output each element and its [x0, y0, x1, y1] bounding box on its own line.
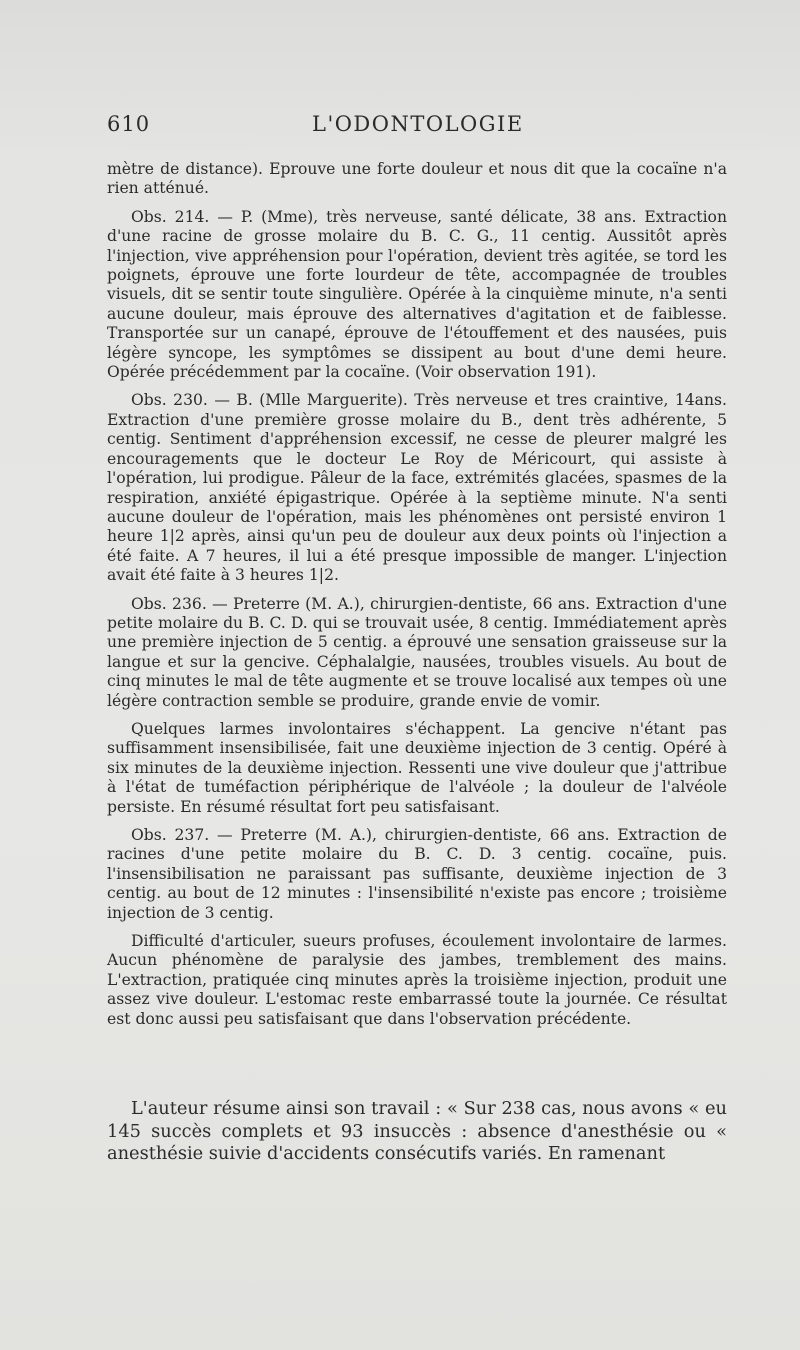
- paragraph-obs-237-cont: Difficulté d'articuler, sueurs profuses, écoulement involontaire de larmes. Aucun phénomène de paralysie des jambes, tremblement des mains. L'extraction, pratiquée cinq minutes après la troisième injection, produit une assez vive douleur. L'estomac reste embarrassé toute la journée. Ce résultat est donc aussi peu satisfaisant que dans l'observation précédente.: [107, 932, 727, 1028]
- paragraph-obs-236-cont: Quelques larmes involontaires s'échappent. La gencive n'étant pas suffisamment insensibilisée, fait une deuxième injection de 3 centig. Opéré à six minutes de la deuxième injection. Ressenti une vive douleur que j'attribue à l'état de tuméfaction périphérique de l'alvéole ; la douleur de l'alvéole persiste. En résumé résultat fort peu satisfaisant.: [107, 719, 727, 816]
- paragraph-obs-236: Obs. 236. — Preterre (M. A.), chirurgien-dentiste, 66 ans. Extraction d'une petite molaire du B. C. D. qui se trouvait usée, 8 centig. Immédiatement après une première injection de 5 centig. a éprouvé une sensation graisseuse sur la langue et sur la gencive. Céphalalgie, nausées, troubles visuels. Au bout de cinq minutes le mal de tête augmente et se trouve localisé aux tempes où une légère contraction semble se produire, grande envie de vomir.: [107, 594, 727, 710]
- paragraph-continuation: mètre de distance). Eprouve une forte douleur et nous dit que la cocaïne n'a rien atténué.: [107, 160, 727, 198]
- page-header: [107, 112, 727, 142]
- paragraph-obs-237: Obs. 237. — Preterre (M. A.), chirurgien-dentiste, 66 ans. Extraction de racines d'une petite molaire du B. C. D. 3 centig. cocaïne, puis. l'insensibilisation ne paraissant pas suffisante, deuxième injection de 3 centig. au bout de 12 minutes : l'insensibilité n'existe pas encore ; troisième injection de 3 centig.: [107, 826, 727, 922]
- observations-body: [107, 160, 727, 1038]
- paragraph-obs-214: Obs. 214. — P. (Mme), très nerveuse, santé délicate, 38 ans. Extraction d'une racine de grosse molaire du B. C. G., 11 centig. Aussitôt après l'injection, vive appréhension pour l'opération, devient très agitée, se tord les poignets, éprouve une forte lourdeur de tête, accompagnée de troubles visuels, dit se sentir toute singulière. Opérée à la cinquième minute, n'a senti aucune douleur, mais éprouve des alternatives d'agitation et de faiblesse. Transportée sur un canapé, éprouve de l'étouffement et des nausées, puis légère syncope, les symptômes se dissipent au bout d'une demi heure. Opérée précédemment par la cocaïne. (Voir observation 191).: [107, 207, 727, 382]
- running-title: L'ODONTOLOGIE: [312, 112, 524, 136]
- paragraph-author-summary: L'auteur résume ainsi son travail : « Sur 238 cas, nous avons « eu 145 succès complets et 93 insuccès : absence d'anesthésie ou « anesthésie suivie d'accidents consécutifs variés. En ramenant: [107, 1098, 727, 1164]
- summary-block: [107, 1098, 727, 1166]
- paragraph-obs-230: Obs. 230. — B. (Mlle Marguerite). Très nerveuse et tres craintive, 14ans. Extraction d'une première grosse molaire du B., dent très adhérente, 5 centig. Sentiment d'appréhension excessif, ne cesse de pleurer malgré les encouragements que le docteur Le Roy de Méricourt, qui assiste à l'opération, lui prodigue. Pâleur de la face, extrémités glacées, spasmes de la respiration, anxiété épigastrique. Opérée à la septième minute. N'a senti aucune douleur de l'opération, mais les phénomènes ont persisté environ 1 heure 1|2 après, ainsi qu'un peu de douleur aux deux points où l'injection a été faite. A 7 heures, il lui a été presque impossible de manger. L'injection avait été faite à 3 heures 1|2.: [107, 391, 727, 585]
- page-number: 610: [107, 112, 151, 136]
